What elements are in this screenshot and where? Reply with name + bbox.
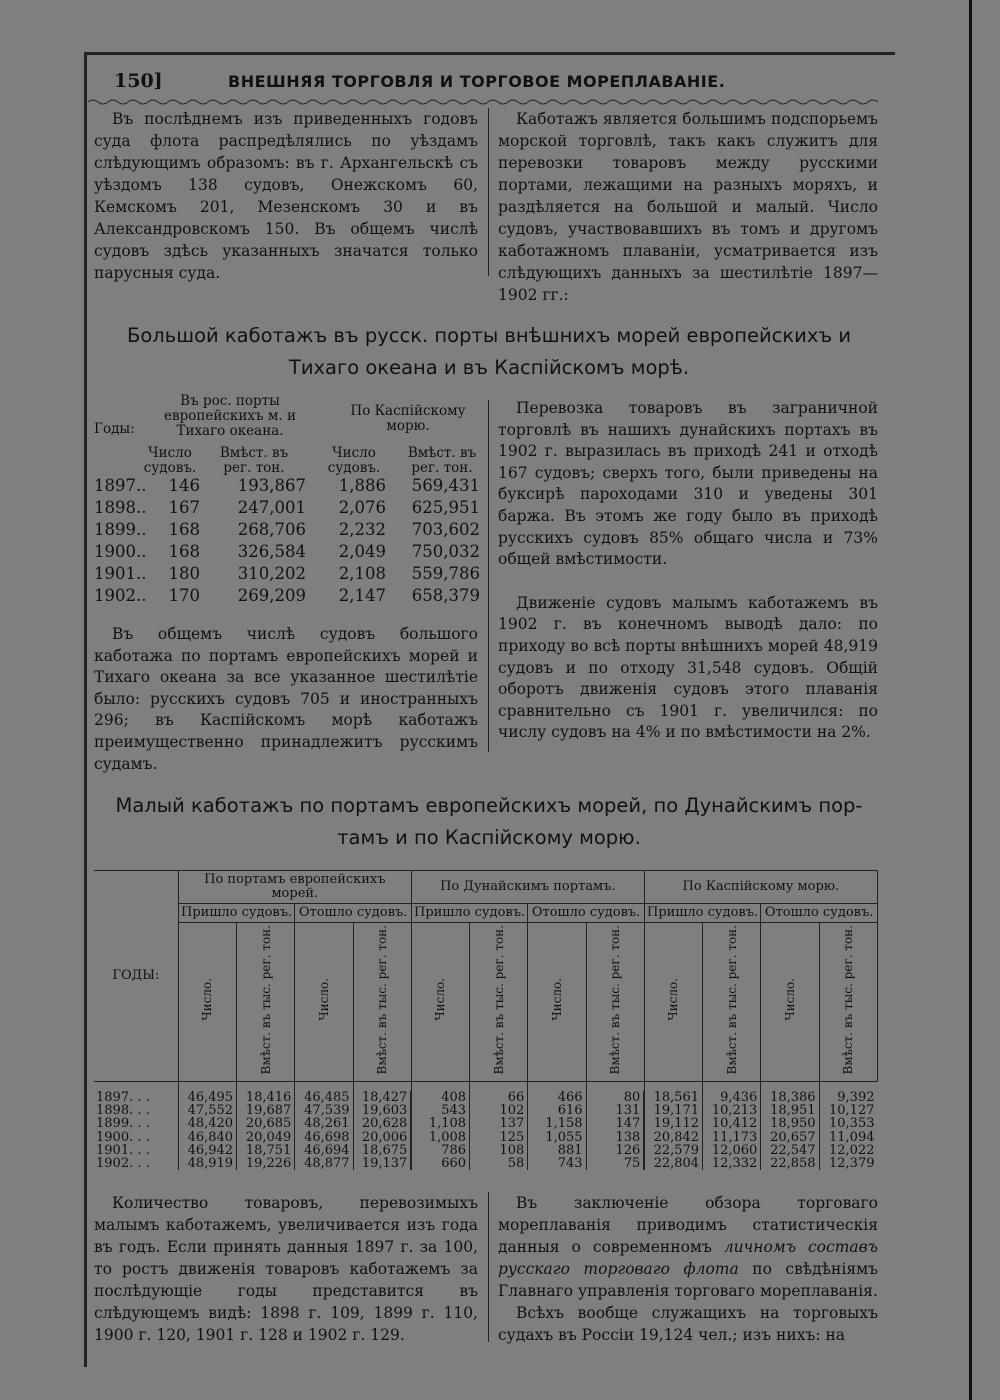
table2-sub-tonnage-label: Вмѣст. въ тыс. рег. тон.	[258, 925, 273, 1075]
page-number: 150]	[114, 70, 163, 92]
table1-cell-n2: 2,049	[338, 542, 386, 561]
table1-row	[94, 542, 482, 564]
table2-value-cell: 408	[411, 1091, 469, 1104]
table2-value-cell: 9,436	[703, 1091, 761, 1104]
table2-value-cell: 10,213	[703, 1104, 761, 1117]
table2-value-cell: 102	[470, 1104, 528, 1117]
heading-large-cabotage-line1: Большой каботажъ въ русск. порты внѣшнихъ морей европейскихъ и	[126, 324, 852, 347]
table2-value-cell: 18,951	[761, 1104, 819, 1117]
column-divider-middle	[488, 400, 489, 752]
table2-value-cell: 660	[411, 1157, 469, 1170]
large-cabotage-table	[94, 392, 482, 608]
conclusion-text-b: по свѣдѣніямъ Главнаго управленія торговаго мореплаванія.	[498, 1260, 879, 1300]
table2-value-cell: 80	[586, 1091, 644, 1104]
table2-year-cell: 1897. . .	[96, 1090, 150, 1105]
table2-sub-tonnage-label: Вмѣст. въ тыс. рег. тон.	[491, 925, 506, 1075]
table2-departed-3: Отошло судовъ.	[761, 904, 878, 923]
table1-row	[94, 586, 482, 608]
table2-arrived-2: Пришло судовъ.	[411, 904, 528, 923]
table2-year-cell: 1898. . .	[96, 1103, 150, 1119]
bottom-left-column	[94, 1192, 478, 1346]
table1-note: Въ общемъ числѣ судовъ большого каботажа по портамъ европейскихъ морей и Тихаго океана за все указанное шестилѣтіе было: русскихъ судовъ 705 и иностранныхъ 296; въ Каспійскомъ морѣ каботажъ преимущественно принадлежитъ русскимъ судамъ.	[94, 625, 478, 773]
table2-value-cell: 18,427	[353, 1091, 411, 1104]
table2-sub-count-label: Число.	[666, 978, 681, 1022]
table1-cell-t2: 703,602	[411, 520, 480, 539]
table2-value-cell: 137	[470, 1117, 528, 1130]
table2-value-cell: 881	[528, 1144, 586, 1157]
table2-value-cell: 48,261	[295, 1117, 353, 1130]
table2-value-cell: 9,392	[819, 1091, 877, 1104]
bottom-right-column	[498, 1192, 878, 1346]
table2-value-cell: 58	[470, 1157, 528, 1170]
table2-value-cell: 46,942	[178, 1144, 236, 1157]
column-divider-top	[488, 108, 489, 276]
table2-value-cell: 11,094	[819, 1131, 877, 1144]
table2-sub-count	[411, 923, 469, 1082]
table2-sub-tonnage-label: Вмѣст. въ тыс. рег. тон.	[375, 925, 390, 1075]
table1-row	[94, 520, 482, 542]
table1-cell-n1: 167	[168, 498, 200, 517]
table2-value-cell: 20,685	[237, 1117, 295, 1130]
table1-cell-n1: 168	[168, 542, 200, 561]
table1-cell-year: 1900..	[94, 542, 147, 561]
table1-cell-n1: 168	[168, 520, 200, 539]
table1-group1-header: Въ рос. порты европейскихъ м. и Тихаго океана.	[164, 393, 296, 439]
table2-sub-tonnage-label: Вмѣст. въ тыс. рег. тон.	[608, 925, 623, 1075]
table2-value-cell: 18,675	[353, 1144, 411, 1157]
table2-value-cell: 20,842	[644, 1131, 702, 1144]
table2-value-cell: 466	[528, 1091, 586, 1104]
table2-value-cell: 18,416	[237, 1091, 295, 1104]
table2-row	[94, 1117, 878, 1130]
table2-value-cell: 18,561	[644, 1091, 702, 1104]
table1-cell-t1: 247,001	[237, 498, 306, 517]
table2-value-cell: 20,006	[353, 1131, 411, 1144]
table1-cell-t2: 569,431	[411, 476, 480, 495]
table2-value-cell: 786	[411, 1144, 469, 1157]
table1-cell-year: 1898..	[94, 498, 147, 517]
heading-small-cabotage-line1: Малый каботажъ по портамъ европейскихъ морей, по Дунайскимъ пор-	[115, 794, 863, 817]
heading-large-cabotage	[94, 320, 884, 384]
table1-cell-t2: 658,379	[411, 586, 480, 605]
header-wavy-rule	[88, 98, 878, 106]
table2-value-cell: 48,877	[295, 1157, 353, 1170]
table2-value-cell: 48,420	[178, 1117, 236, 1130]
table2-sub-count	[528, 923, 586, 1082]
table2-value-cell: 46,694	[295, 1144, 353, 1157]
table2-sub-count-label: Число.	[782, 978, 797, 1022]
table1-cell-t2: 625,951	[411, 498, 480, 517]
table1-cell-n1: 170	[168, 586, 200, 605]
scan-edge-line	[969, 0, 972, 1400]
table2-value-cell: 19,171	[644, 1104, 702, 1117]
table1-cell-t1: 268,706	[237, 520, 306, 539]
table1-group2-header: По Каспійскому морю.	[350, 403, 466, 434]
heading-small-cabotage-line2: тамъ и по Каспійскому морю.	[337, 826, 641, 849]
table1-cell-t2: 559,786	[411, 564, 480, 583]
table2-sub-count-label: Число.	[433, 978, 448, 1022]
table2-sub-count-label: Число.	[549, 978, 564, 1022]
table2-group-caspian: По Каспійскому морю.	[644, 871, 877, 904]
table1-row	[94, 564, 482, 586]
table2-row	[94, 1131, 878, 1144]
table1-subheader	[94, 444, 482, 476]
table1-header	[94, 392, 482, 444]
table2-departed-1: Отошло судовъ.	[295, 904, 412, 923]
column-divider-bottom	[488, 1192, 489, 1342]
small-cabotage-movement-paragraph: Движеніе судовъ малымъ каботажемъ въ 1902 г. въ конечномъ выводѣ дало: по приходу во всѣ порты внѣшнихъ морей 48,919 судовъ и по отходу 31,548 судовъ. Общій оборотъ движенія судовъ этого плаванія сравнительно съ 1901 г. увеличился: по числу судовъ на 4% и по вмѣстимости на 2%.	[498, 593, 878, 742]
danube-transport-paragraph: Перевозка товаровъ въ заграничной торговлѣ въ нашихъ дунайскихъ портахъ въ 1902 г. выразилась въ приходѣ 241 и отходѣ 167 судовъ; сверхъ того, были приведены на буксирѣ пароходами 310 и уведены 301 баржа. Въ этомъ же году было въ приходѣ русскихъ судовъ 85% общаго числа и 73% общей вмѣстимости.	[498, 399, 878, 569]
table2-value-cell: 46,698	[295, 1131, 353, 1144]
intro-right-column	[498, 108, 878, 306]
table2-value-cell: 147	[586, 1117, 644, 1130]
table1-cell-year: 1901..	[94, 564, 147, 583]
table2-departed-2: Отошло судовъ.	[528, 904, 645, 923]
table2-value-cell: 12,060	[703, 1144, 761, 1157]
table1-note-column	[94, 624, 478, 775]
table2-value-cell: 47,539	[295, 1104, 353, 1117]
table1-cell-t1: 326,584	[237, 542, 306, 561]
table2-value-cell: 19,226	[237, 1157, 295, 1170]
table1-cell-n1: 146	[168, 476, 200, 495]
table1-years-header: Годы:	[94, 421, 135, 437]
table2-value-cell: 18,950	[761, 1117, 819, 1130]
conclusion-text-a: Въ заключеніе обзора торговаго мореплаванія приводимъ статистическія данныя о современномъ	[498, 1194, 878, 1256]
table2-arrived-3: Пришло судовъ.	[644, 904, 761, 923]
table2-value-cell: 616	[528, 1104, 586, 1117]
table2-value-cell: 20,628	[353, 1117, 411, 1130]
page-header	[94, 70, 884, 98]
table2-value-cell: 1,055	[528, 1131, 586, 1144]
intro-right-paragraph: Каботажъ является большимъ подспорьемъ морской торговлѣ, такъ какъ служитъ для перевозки товаровъ между русскими портами, лежащими на разныхъ моряхъ, и раздѣляется на большой и малый. Число судовъ, участвовавшихъ въ томъ и другомъ каботажномъ плаваніи, усматривается изъ слѣдующихъ данныхъ за шестилѣтіе 1897—1902 гг.:	[498, 110, 878, 304]
table2-value-cell: 19,687	[237, 1104, 295, 1117]
table2-value-cell: 12,022	[819, 1144, 877, 1157]
table2-arrived-1: Пришло судовъ.	[178, 904, 295, 923]
table2-years-header: ГОДЫ:	[94, 871, 178, 1082]
table2-sub-tonnage	[353, 923, 411, 1082]
table1-cell-t1: 193,867	[237, 476, 306, 495]
table2-value-cell: 20,049	[237, 1131, 295, 1144]
table1-cell-n2: 2,147	[338, 586, 386, 605]
table2-row	[94, 1157, 878, 1170]
table2-sub-count	[761, 923, 819, 1082]
table2-group-danube: По Дунайскимъ портамъ.	[411, 871, 644, 904]
table1-cell-n2: 2,108	[338, 564, 386, 583]
table2-sub-tonnage	[237, 923, 295, 1082]
table2-value-cell: 1,008	[411, 1131, 469, 1144]
table2-value-cell: 20,657	[761, 1131, 819, 1144]
table2-value-cell: 543	[411, 1104, 469, 1117]
table2-value-cell: 125	[470, 1131, 528, 1144]
goods-volume-paragraph: Количество товаровъ, перевозимыхъ малымъ каботажемъ, увеличивается изъ года въ годъ. Если принять данныя 1897 г. за 100, то ростъ движенія товаровъ каботажемъ за послѣдующіе годы представится въ слѣдующемъ видѣ: 1898 г. 109, 1899 г. 110, 1900 г. 120, 1901 г. 128 и 1902 г. 129.	[94, 1194, 478, 1344]
table2-value-cell: 10,412	[703, 1117, 761, 1130]
heading-small-cabotage	[94, 790, 884, 854]
table2-year-cell: 1902. . .	[96, 1156, 150, 1172]
table2-value-cell: 12,332	[703, 1157, 761, 1170]
table1-cell-t1: 269,209	[237, 586, 306, 605]
table2-sub-count	[178, 923, 236, 1082]
table1-cell-n2: 1,886	[338, 476, 386, 495]
table1-cell-year: 1897..	[94, 476, 147, 495]
table2-value-cell: 66	[470, 1091, 528, 1104]
table2-year-cell: 1901. . .	[96, 1142, 150, 1158]
table2-sub-tonnage	[819, 923, 877, 1082]
table2-value-cell: 11,173	[703, 1131, 761, 1144]
table1-cell-t1: 310,202	[237, 564, 306, 583]
table2-sub-count-label: Число.	[316, 978, 331, 1022]
table2-value-cell: 19,137	[353, 1157, 411, 1170]
table2-sub-tonnage-label: Вмѣст. въ тыс. рег. тон.	[841, 925, 856, 1075]
table2-group-european: По портамъ европейскихъ морей.	[178, 871, 411, 904]
intro-left-paragraph: Въ послѣднемъ изъ приведенныхъ годовъ суда флота распредѣлялись по уѣздамъ слѣдующимъ образомъ: въ г. Архангельскѣ съ уѣздомъ 138 судовъ, Онежскомъ 60, Кемскомъ 201, Мезенскомъ 30 и въ Александровскомъ 150. Въ общемъ числѣ судовъ здѣсь указанныхъ значатся только парусныя суда.	[94, 110, 478, 282]
table2-value-cell: 46,485	[295, 1091, 353, 1104]
table2-sub-count	[644, 923, 702, 1082]
table1-cell-n2: 2,076	[338, 498, 386, 517]
table2-value-cell: 46,840	[178, 1131, 236, 1144]
table2-value-cell: 1,158	[528, 1117, 586, 1130]
table2-value-cell: 47,552	[178, 1104, 236, 1117]
table2-sub-count	[295, 923, 353, 1082]
intro-left-column	[94, 108, 478, 284]
table2-value-cell: 75	[586, 1157, 644, 1170]
table2-sub-tonnage	[703, 923, 761, 1082]
table2-value-cell: 22,804	[644, 1157, 702, 1170]
table2-value-cell: 22,579	[644, 1144, 702, 1157]
table2-value-cell: 19,112	[644, 1117, 702, 1130]
table2-value-cell: 10,353	[819, 1117, 877, 1130]
table2-value-cell: 10,127	[819, 1104, 877, 1117]
table1-row	[94, 476, 482, 498]
crew-total-paragraph: Всѣхъ вообще служащихъ на торговыхъ судахъ въ Россіи 19,124 чел.; изъ нихъ: на	[498, 1304, 878, 1344]
table1-cell-t2: 750,032	[411, 542, 480, 561]
conclusion-paragraph	[498, 1192, 878, 1302]
table1-cell-year: 1899..	[94, 520, 147, 539]
table1-sub-tonnage-2: Вмѣст. въ рег. тон.	[407, 445, 477, 476]
table2-value-cell: 131	[586, 1104, 644, 1117]
table1-cell-n1: 180	[168, 564, 200, 583]
table1-cell-n2: 2,232	[338, 520, 386, 539]
running-title: ВНЕШНЯЯ ТОРГОВЛЯ И ТОРГОВОЕ МОРЕПЛАВАНІЕ.	[228, 72, 726, 91]
table2-value-cell: 743	[528, 1157, 586, 1170]
table2-value-cell: 12,379	[819, 1157, 877, 1170]
table2-value-cell: 18,751	[237, 1144, 295, 1157]
table2-value-cell: 18,386	[761, 1091, 819, 1104]
table1-sub-count-1: Число судовъ.	[143, 445, 197, 476]
table1-row	[94, 498, 482, 520]
heading-large-cabotage-line2: Тихаго океана и въ Каспійскомъ морѣ.	[288, 356, 690, 379]
table2-sub-count-label: Число.	[200, 978, 215, 1022]
table2-value-cell: 19,603	[353, 1104, 411, 1117]
table2-value-cell: 22,547	[761, 1144, 819, 1157]
table2-year-cell: 1900. . .	[96, 1129, 150, 1145]
table2-value-cell: 46,495	[178, 1091, 236, 1104]
table1-sub-count-2: Число судовъ.	[327, 445, 381, 476]
table2-value-cell: 126	[586, 1144, 644, 1157]
table2-sub-tonnage	[586, 923, 644, 1082]
table1-sub-tonnage-1: Вмѣст. въ рег. тон.	[219, 445, 289, 476]
table2-value-cell: 108	[470, 1144, 528, 1157]
table2-value-cell: 1,108	[411, 1117, 469, 1130]
table2-value-cell: 48,919	[178, 1157, 236, 1170]
table1-cell-year: 1902..	[94, 586, 147, 605]
table2-year-cell: 1899. . .	[96, 1116, 150, 1132]
small-cabotage-table	[94, 870, 878, 1170]
conclusion-italic: личномъ составъ русскаго торговаго флота	[498, 1238, 878, 1278]
table1-rows	[94, 476, 482, 608]
middle-right-column	[498, 398, 878, 744]
table2-sub-tonnage	[470, 923, 528, 1082]
table2-sub-tonnage-label: Вмѣст. въ тыс. рег. тон.	[724, 925, 739, 1075]
table2-value-cell: 138	[586, 1131, 644, 1144]
table2-value-cell: 22,858	[761, 1157, 819, 1170]
